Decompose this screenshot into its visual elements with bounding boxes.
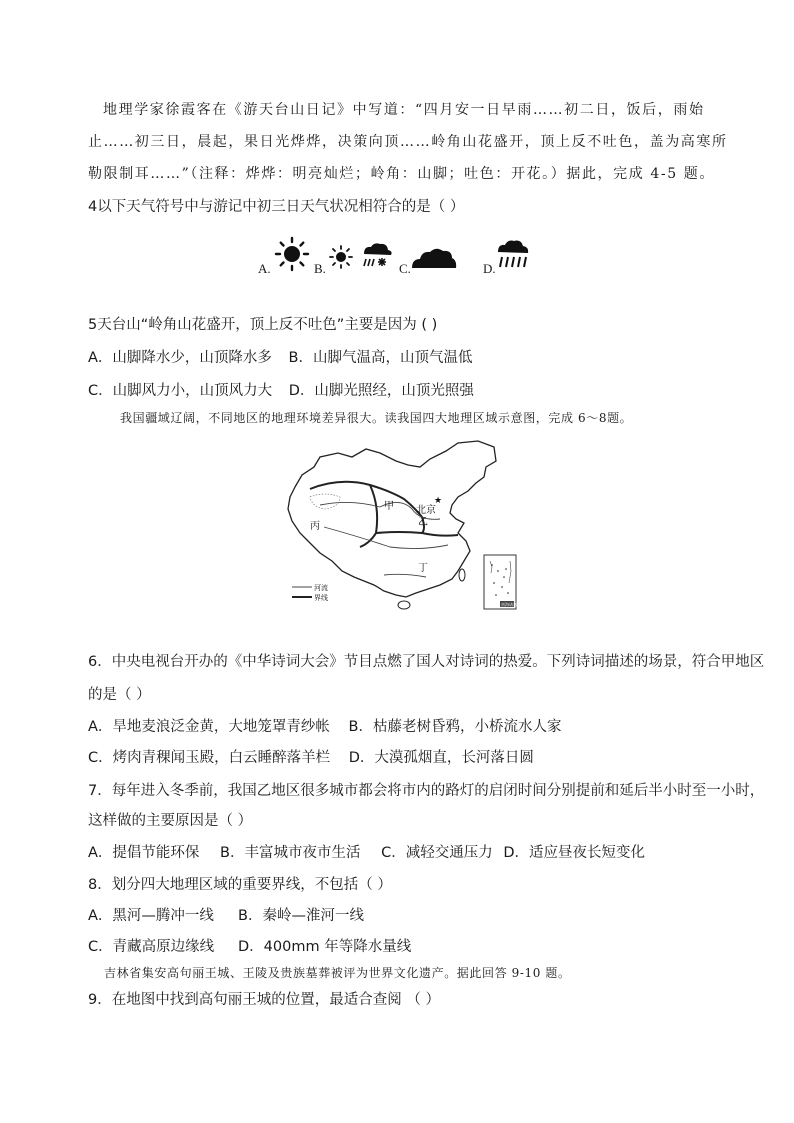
q7-option-c[interactable]: C．减轻交通压力: [381, 845, 493, 861]
south-sea-inset: [484, 555, 516, 609]
q9-intro: 吉林省集安高句丽王城、王陵及贵族墓葬被评为世界文化遗产。据此回答 9-10 题。: [104, 966, 571, 980]
q7-option-d[interactable]: D．适应昼夜长短变化: [503, 845, 645, 861]
sunny-icon: [274, 236, 310, 272]
q8-option-c[interactable]: C．青藏高原边缘线: [88, 939, 215, 955]
q4-option-b-label[interactable]: B.: [314, 261, 326, 276]
q6-option-a[interactable]: A．旱地麦浪泛金黄，大地笼罩青纱帐: [88, 719, 330, 735]
map-label-ding: 丁: [418, 563, 428, 574]
q8-option-b[interactable]: B．秦岭—淮河一线: [238, 908, 364, 924]
q6-option-c[interactable]: C．烤肉青稞闻玉殿，白云睡醉落羊栏: [88, 750, 331, 766]
q5-options-row-2: [88, 381, 474, 401]
heavy-rain-icon: [495, 238, 531, 270]
q6-stem-line-2: 的是（ ）: [88, 687, 151, 703]
q7-option-b[interactable]: B．丰富城市夜市生活: [220, 845, 361, 861]
q5-option-b[interactable]: B．山脚气温高，山顶气温低: [288, 350, 473, 366]
q5-options-row-1: [88, 348, 472, 368]
china-regions-map: [280, 437, 520, 615]
river-yangtze: [324, 527, 448, 549]
legend-boundary: 界线: [314, 594, 328, 602]
q4-option-d-label[interactable]: D.: [483, 261, 496, 276]
q6-options-row-1: [88, 717, 561, 737]
q6-stem-line-1: 6．中央电视台开办的《中华诗词大会》节目点燃了国人对诗词的热爱。下列诗词描述的场景，符合甲地区: [88, 654, 765, 670]
map-label-beijing: 北京: [416, 505, 436, 516]
map-label-yi: 乙: [418, 517, 428, 528]
q7-stem-line-1: 7．每年进入冬季前，我国乙地区很多城市都会将市内的路灯的启闭时间分别提前和延后半小时至一小时，: [88, 783, 765, 799]
sleet-icon: [360, 241, 394, 269]
q4-option-a-label[interactable]: A.: [258, 261, 271, 276]
boundary-qinghai-tibet: [360, 485, 377, 547]
taiwan-island: [459, 569, 465, 581]
sun-icon: [328, 244, 354, 270]
q5-option-d[interactable]: D．山脚光照经，山顶光照强: [288, 383, 474, 399]
river-pearl: [384, 574, 426, 577]
map-label-bing: 丙: [310, 521, 320, 532]
beijing-star-icon: ★: [434, 496, 443, 506]
intro-line-1: 地理学家徐霞客在《游天台山日记》中写道：“四月安一日早雨……初二日，饭后，雨始: [103, 102, 705, 118]
q5-option-c[interactable]: C．山脚风力小，山顶风力大: [88, 383, 273, 399]
legend-river: 河流: [314, 584, 328, 592]
intro-line-3: 勒限制耳……”（注释：烨烨：明亮灿烂；岭角：山脚；吐色：开花。）据此，完成 4-5 题。: [88, 166, 715, 182]
boundary-north: [310, 482, 424, 533]
map-intro: 我国疆域辽阔，不同地区的地理环境差异很大。读我国四大地理区域示意图，完成 6～8题。: [120, 411, 633, 425]
q4-option-c-label[interactable]: C.: [399, 261, 411, 276]
q8-stem: 8．划分四大地理区域的重要界线，不包括（ ）: [88, 877, 392, 893]
q6-option-d[interactable]: D．大漠孤烟直，长河落日圆: [348, 750, 534, 766]
boundary-qinling: [376, 532, 458, 536]
q6-option-b[interactable]: B．枯藤老树昏鸦，小桥流水人家: [348, 719, 562, 735]
overcast-icon: [410, 246, 458, 270]
inset-caption: 南海诸岛: [501, 602, 517, 607]
q7-options-row: [88, 843, 645, 863]
map-label-jia: 甲: [384, 501, 394, 512]
q7-stem-line-2: 这样做的主要原因是（ ）: [88, 813, 253, 829]
q8-option-a[interactable]: A．黑河—腾冲一线: [88, 908, 214, 924]
intro-line-2: 止……初三日，晨起，果日光烨烨，决策向顶……岭角山花盛开，顶上反不吐色，盖为高寒所: [88, 134, 728, 150]
q8-option-d[interactable]: D．400mm 年等降水量线: [238, 939, 412, 955]
q5-option-a[interactable]: A．山脚降水少，山顶降水多: [88, 350, 272, 366]
q9-stem: 9．在地图中找到高句丽王城的位置，最适合查阅 （ ）: [88, 992, 440, 1008]
q4-stem: 4以下天气符号中与游记中初三日天气状况相符合的是（ ）: [88, 199, 465, 215]
q6-options-row-2: [88, 748, 534, 768]
q7-option-a[interactable]: A．提倡节能环保: [88, 845, 200, 861]
q5-stem: 5天台山“岭角山花盛开，顶上反不吐色”主要是因为 ( ): [88, 317, 438, 333]
hainan-island: [398, 601, 410, 609]
